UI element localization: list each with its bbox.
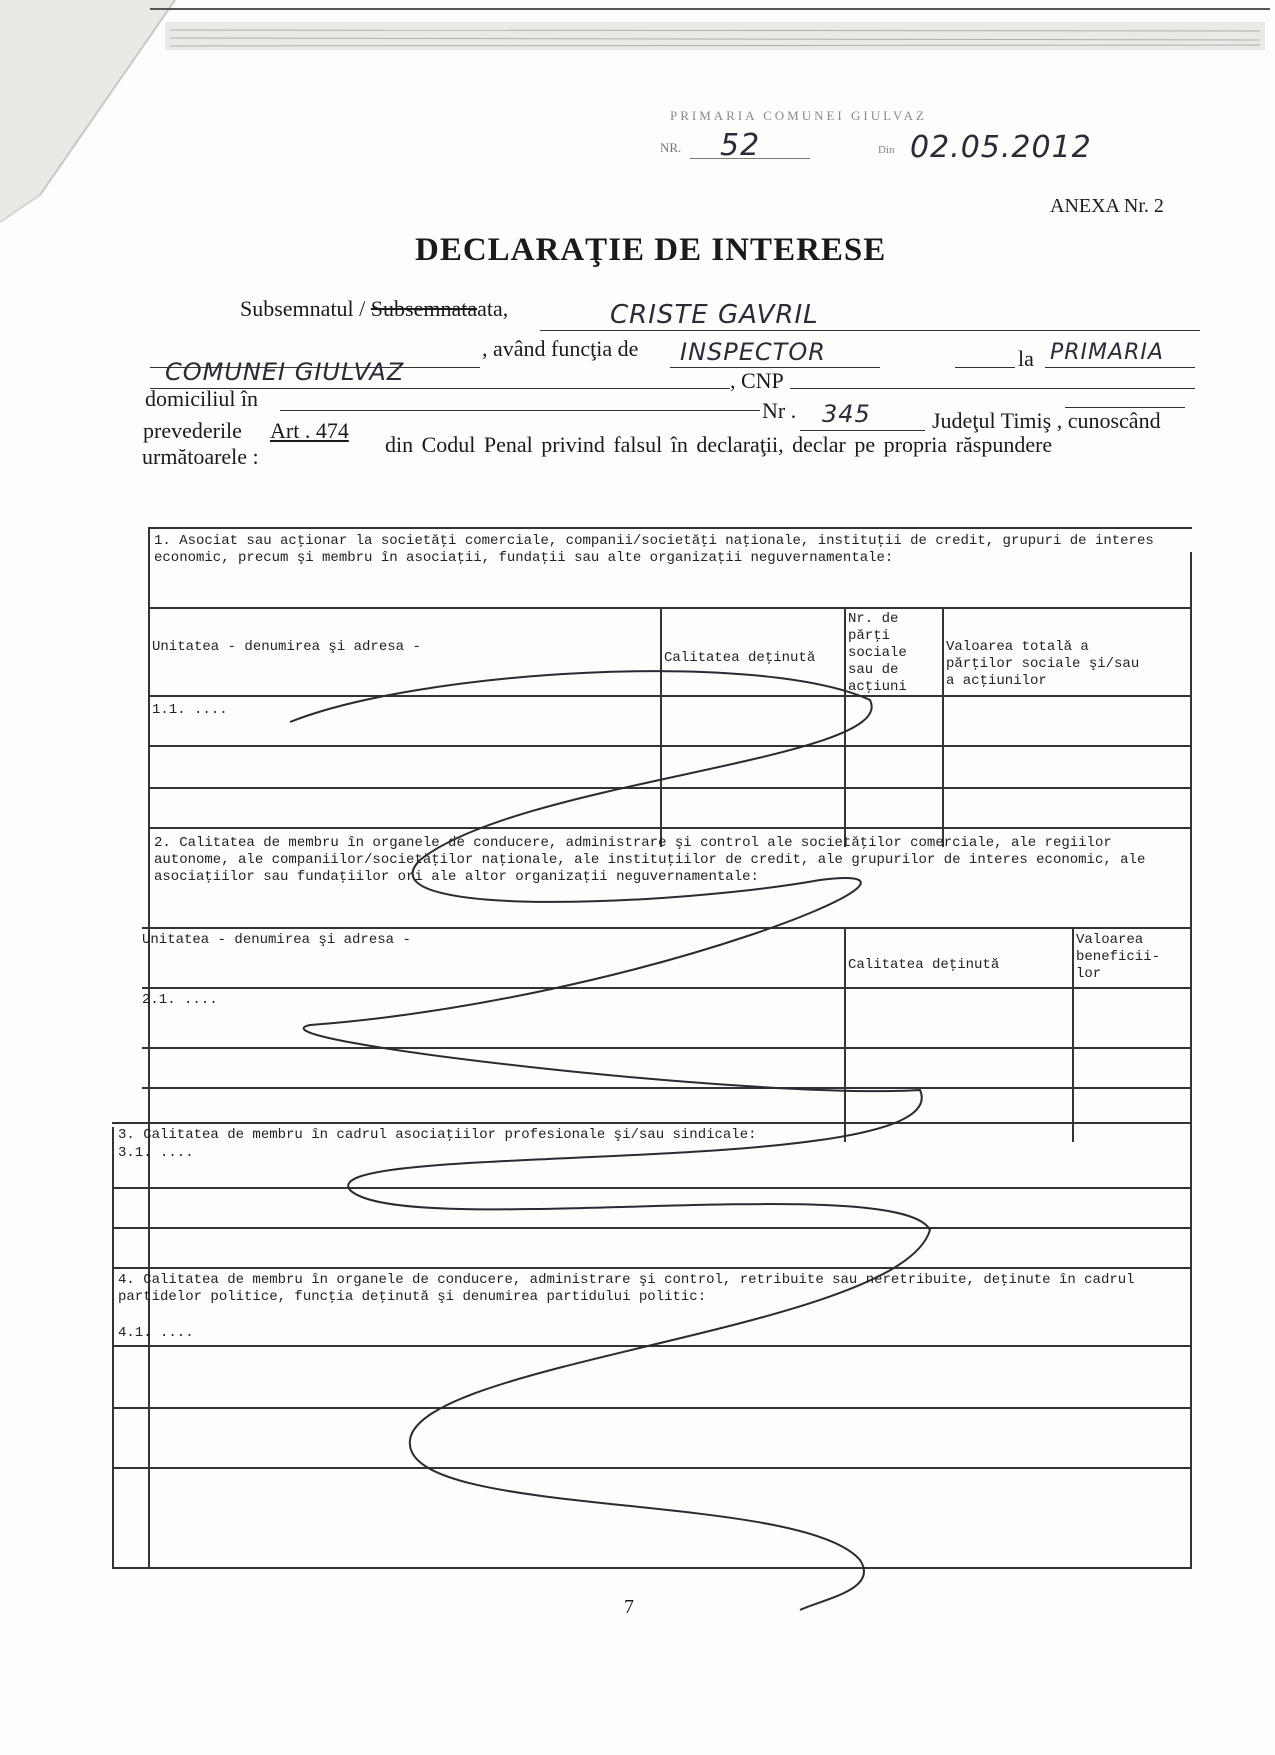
intro-line-1 xyxy=(240,296,508,322)
article-reference: Art . 474 xyxy=(270,418,349,443)
section-4-title: 4. Calitatea de membru în organele de conducere, administrare şi control, retribuite sau neretribuite, deţinute în cadrul partidelor politice, funcţia deţinută şi denumirea partidului politic: xyxy=(118,1272,1135,1305)
declarant-name: CRISTE GAVRIL xyxy=(610,300,819,330)
annex-label: ANEXA Nr. 2 xyxy=(1050,195,1164,217)
document-title: DECLARAŢIE DE INTERESE xyxy=(415,232,887,268)
avand-label: , având funcţia de xyxy=(482,336,639,361)
section-1-title: 1. Asociat sau acţionar la societăţi comerciale, companii/societăţi naţionale, instituţii de credit, grupuri de interes economic, precum şi membru în asociaţii, fundaţii sau alte organizaţii neguvernamentale: xyxy=(154,533,1154,566)
s1-col-nr-parti: Nr. de părţi sociale sau de acţiuni xyxy=(848,611,907,695)
page-number: 7 xyxy=(624,1596,634,1618)
interest-declaration-table xyxy=(112,527,1192,1567)
s1-col-calitate: Calitatea deţinută xyxy=(664,650,816,666)
stamp-date: 02.05.2012 xyxy=(910,130,1092,165)
subsemnata-suffix: ata, xyxy=(477,296,509,321)
stamp-din-label: Din xyxy=(878,144,895,156)
registration-stamp xyxy=(660,108,1092,188)
workplace-part1: PRIMARIA xyxy=(1050,340,1164,365)
declarant-function: INSPECTOR xyxy=(680,338,826,366)
s3-row-1: 3.1. .... xyxy=(118,1145,194,1161)
stamp-header: PRIMARIA COMUNEI GIULVAZ xyxy=(670,108,927,123)
s1-row-1: 1.1. .... xyxy=(152,702,228,718)
la-label: la xyxy=(1018,346,1034,371)
section-2-title: 2. Calitatea de membru în organele de conducere, administrare şi control ale societăţilor comerciale, ale regiilor autonome, ale companiilor/societăţilor naţionale, ale instituţiilor de credit, ale grupurilor de interes economic, ale asociaţiilor sau fundaţiilor ori ale altor organizaţii neguvernamentale: xyxy=(154,835,1146,885)
domiciliul-label: domiciliul în xyxy=(145,386,259,411)
stamp-nr-value: 52 xyxy=(720,128,761,163)
s1-col-unitate: Unitatea - denumirea şi adresa - xyxy=(152,639,421,655)
s2-col-unitate: Unitatea - denumirea şi adresa - xyxy=(142,932,411,948)
nr-label: Nr . xyxy=(762,398,797,423)
workplace-part2: COMUNEI GIULVAZ xyxy=(165,358,405,386)
urmatoarele: următoarele : xyxy=(142,444,259,469)
s2-row-1: 2.1. .... xyxy=(142,992,218,1008)
prevederile-rest: din Codul Penal privind falsul în declaraţii, declar pe propria răspundere xyxy=(385,432,1053,457)
judet-text: Judeţul Timiş , cunoscând xyxy=(932,408,1161,433)
s4-row-1: 4.1. .... xyxy=(118,1325,194,1341)
stamp-nr-label: NR. xyxy=(660,140,682,155)
cnp-label: , CNP xyxy=(730,368,784,393)
house-number: 345 xyxy=(822,400,871,428)
section-3-title: 3. Calitatea de membru în cadrul asociaţiilor profesionale şi/sau sindicale: xyxy=(118,1127,757,1143)
subsemnatul-label: Subsemnatul / xyxy=(240,296,366,321)
s1-col-valoarea: Valoarea totală a părţilor sociale şi/sau a acţiunilor xyxy=(946,639,1140,689)
prevederile-label: prevederile xyxy=(143,418,242,443)
s2-col-calitate: Calitatea deţinută xyxy=(848,957,1000,973)
subsemnata-struck: Subsemnata xyxy=(370,296,478,321)
s2-col-valoarea: Valoarea beneficii-lor xyxy=(1076,932,1161,982)
